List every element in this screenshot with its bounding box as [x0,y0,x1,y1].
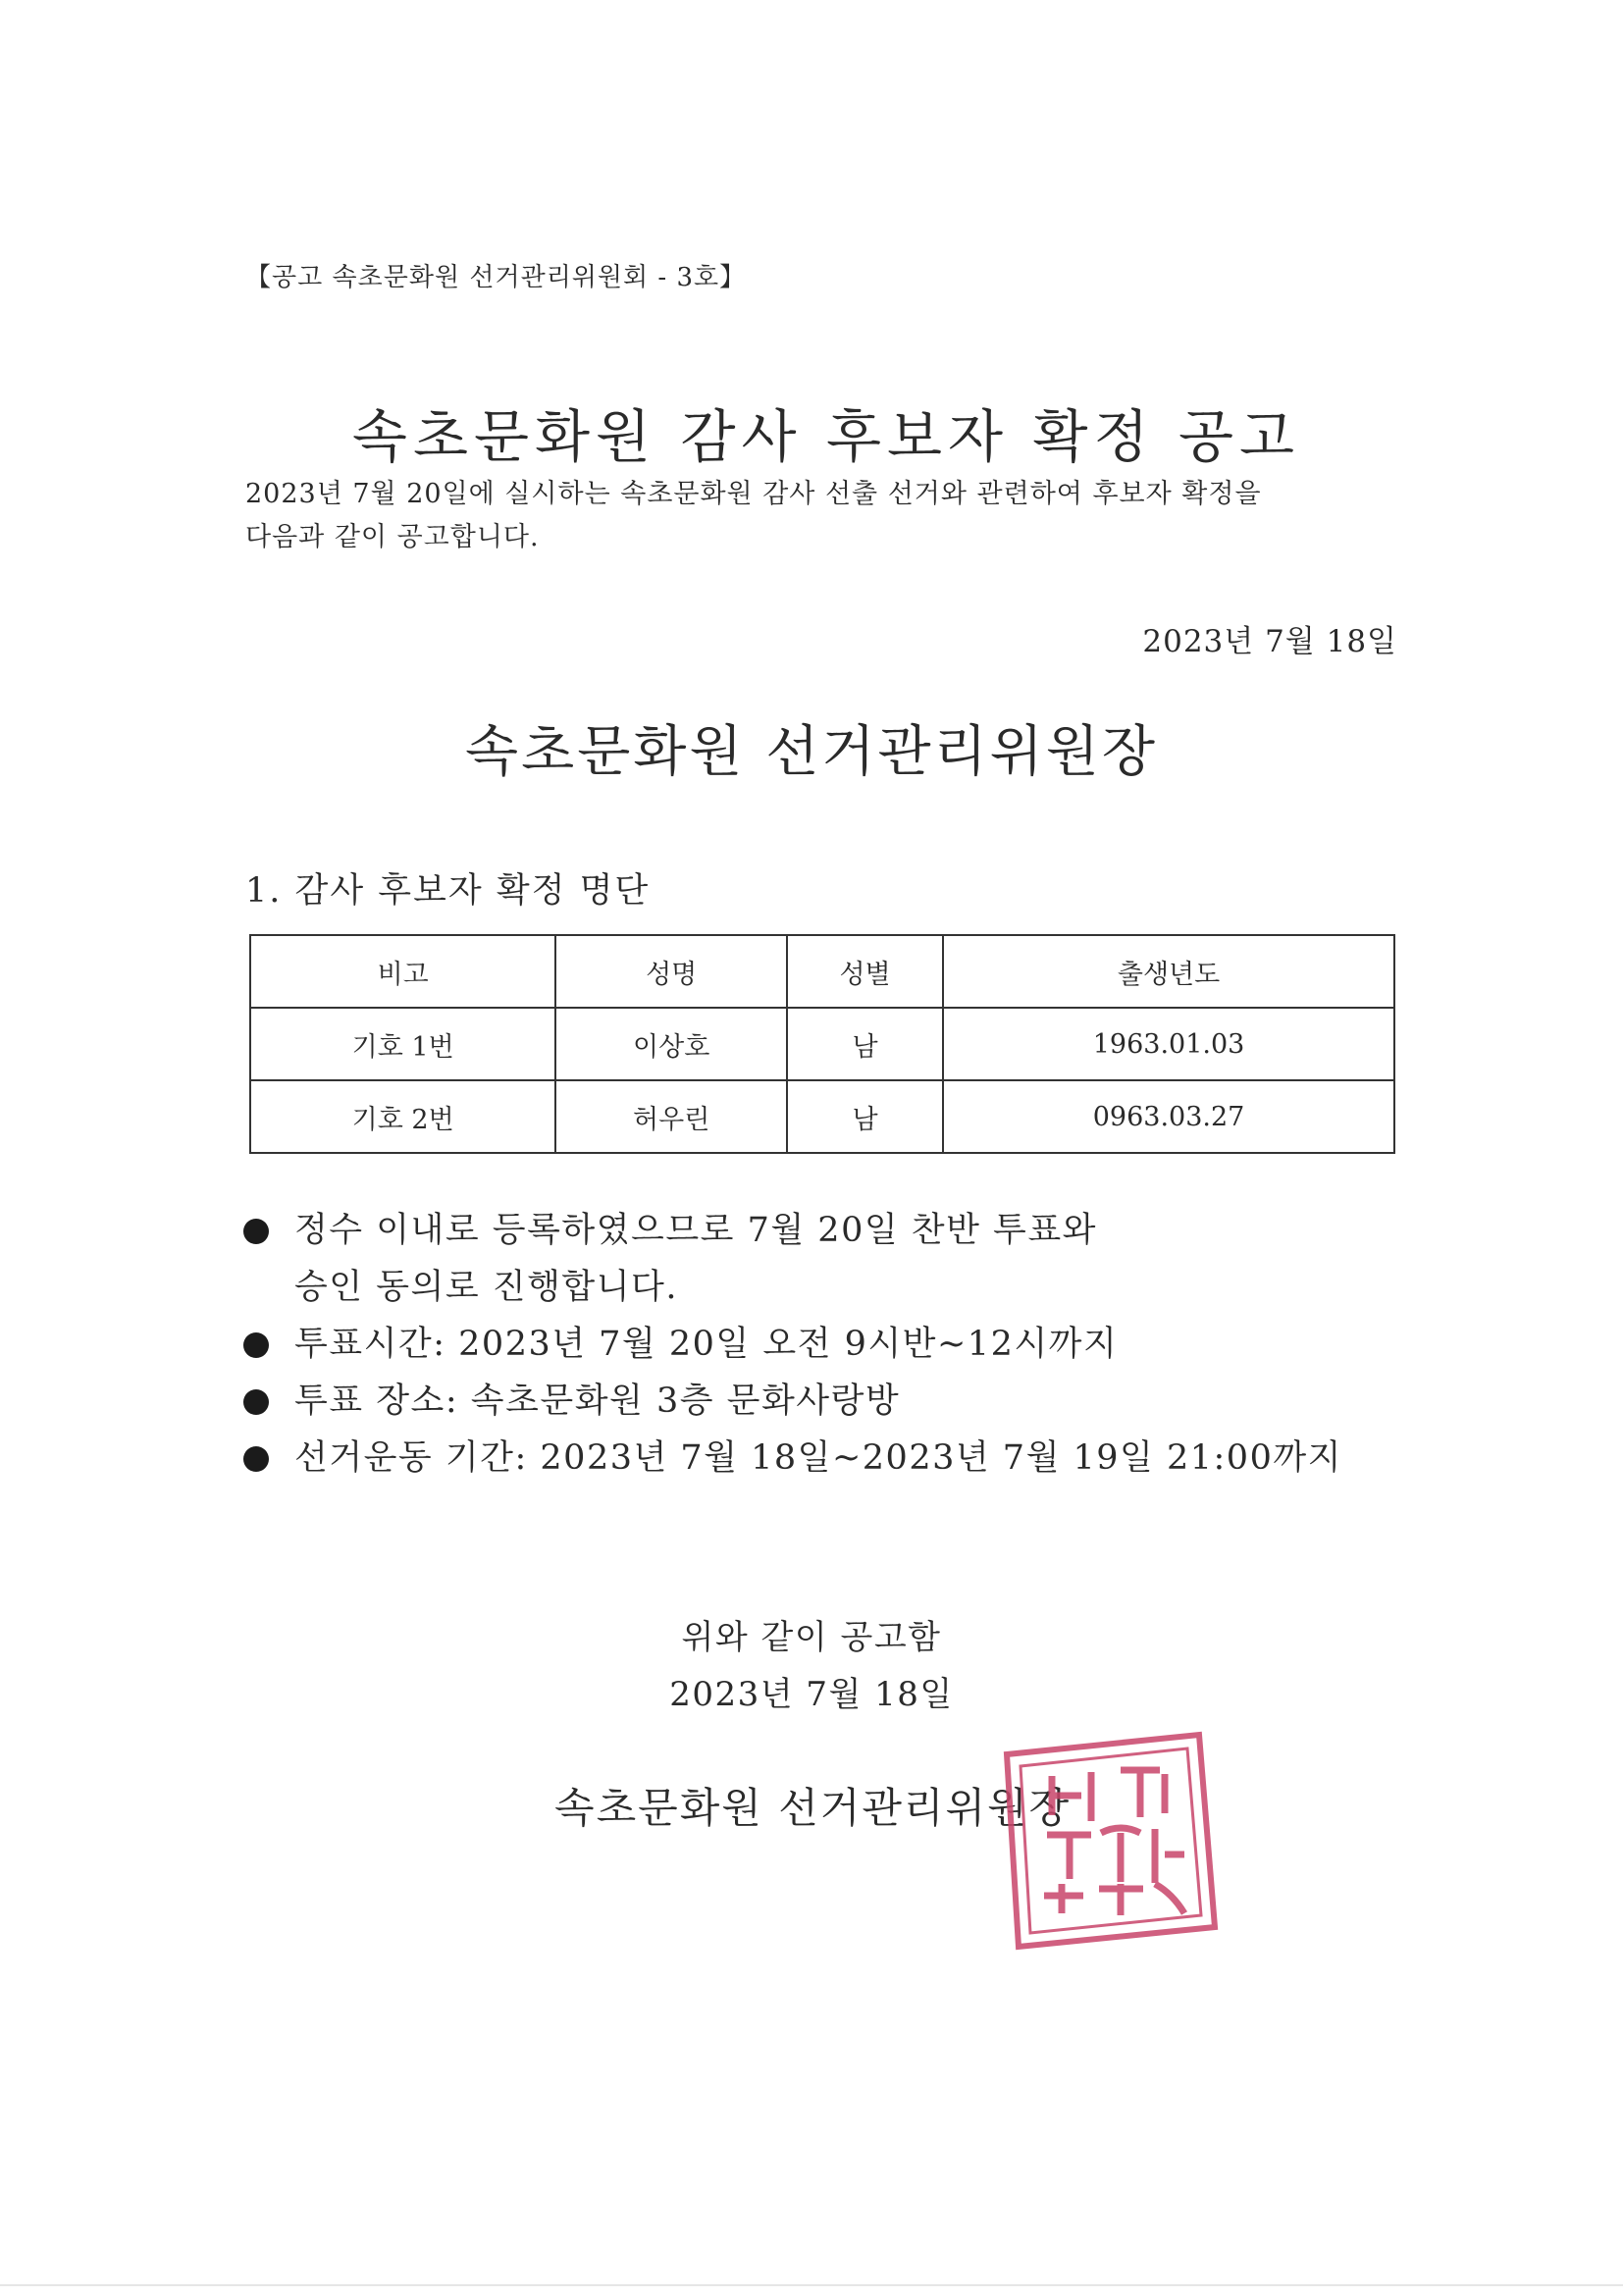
cell-birth: 0963.03.27 [943,1080,1394,1153]
bullet-item [243,1202,1421,1316]
bullet-item [243,1316,1421,1373]
table-row [250,1080,1394,1153]
info-bullets [243,1202,1421,1487]
intro-paragraph [245,473,1354,559]
scan-edge-divider [0,2284,1623,2286]
closing-statement [0,1609,1623,1723]
header-birth: 출생년도 [943,935,1394,1008]
announcement-date: 2023년 7월 18일 [1142,624,1397,659]
cell-name: 이상호 [555,1008,787,1080]
cell-note: 기호 2번 [250,1080,555,1153]
issuer-heading: 속초문화원 선거관리위원장 [465,720,1158,784]
bullet-dot-icon [243,1332,269,1358]
header-gender: 성별 [787,935,943,1008]
issuer-signature: 속초문화원 선거관리위원장 [554,1784,1072,1832]
intro-line: 다음과 같이 공고합니다. [245,522,540,552]
bullet-dot-icon [243,1446,269,1472]
candidate-table [249,934,1395,1154]
closing-date: 2023년 7월 18일 [669,1675,954,1714]
closing-line: 위와 같이 공고함 [681,1618,942,1657]
header-name: 성명 [555,935,787,1008]
page-title: 속초문화원 감사 후보자 확정 공고 [351,403,1301,470]
cell-name: 허우린 [555,1080,787,1153]
cell-note: 기호 1번 [250,1008,555,1080]
cell-gender: 남 [787,1080,943,1153]
bullet-item [243,1373,1421,1430]
bullet-line: 승인 동의로 진행합니다. [294,1268,678,1307]
table-header-row [250,935,1394,1008]
cell-birth: 1963.01.03 [943,1008,1394,1080]
bullet-dot-icon [243,1389,269,1415]
header-note: 비고 [250,935,555,1008]
intro-line: 2023년 7월 20일에 실시하는 속초문화원 감사 선출 선거와 관련하여 후보자 확정을 [245,479,1262,509]
bullet-line: 정수 이내로 등록하였으므로 7월 20일 찬반 투표와 [294,1211,1097,1250]
cell-gender: 남 [787,1008,943,1080]
bullet-line: 투표시간: 2023년 7월 20일 오전 9시반~12시까지 [294,1325,1119,1364]
bullet-dot-icon [243,1219,269,1244]
bullet-line: 투표 장소: 속초문화원 3층 문화사랑방 [294,1382,901,1421]
bullet-item [243,1430,1421,1487]
section-title: 1. 감사 후보자 확정 명단 [245,871,651,911]
bullet-line: 선거운동 기간: 2023년 7월 18일~2023년 7월 19일 21:00까지 [294,1438,1342,1478]
official-seal-icon [993,1727,1221,1955]
table-row [250,1008,1394,1080]
notice-number: 【공고 속초문화원 선거관리위원회 - 3호】 [245,263,747,292]
